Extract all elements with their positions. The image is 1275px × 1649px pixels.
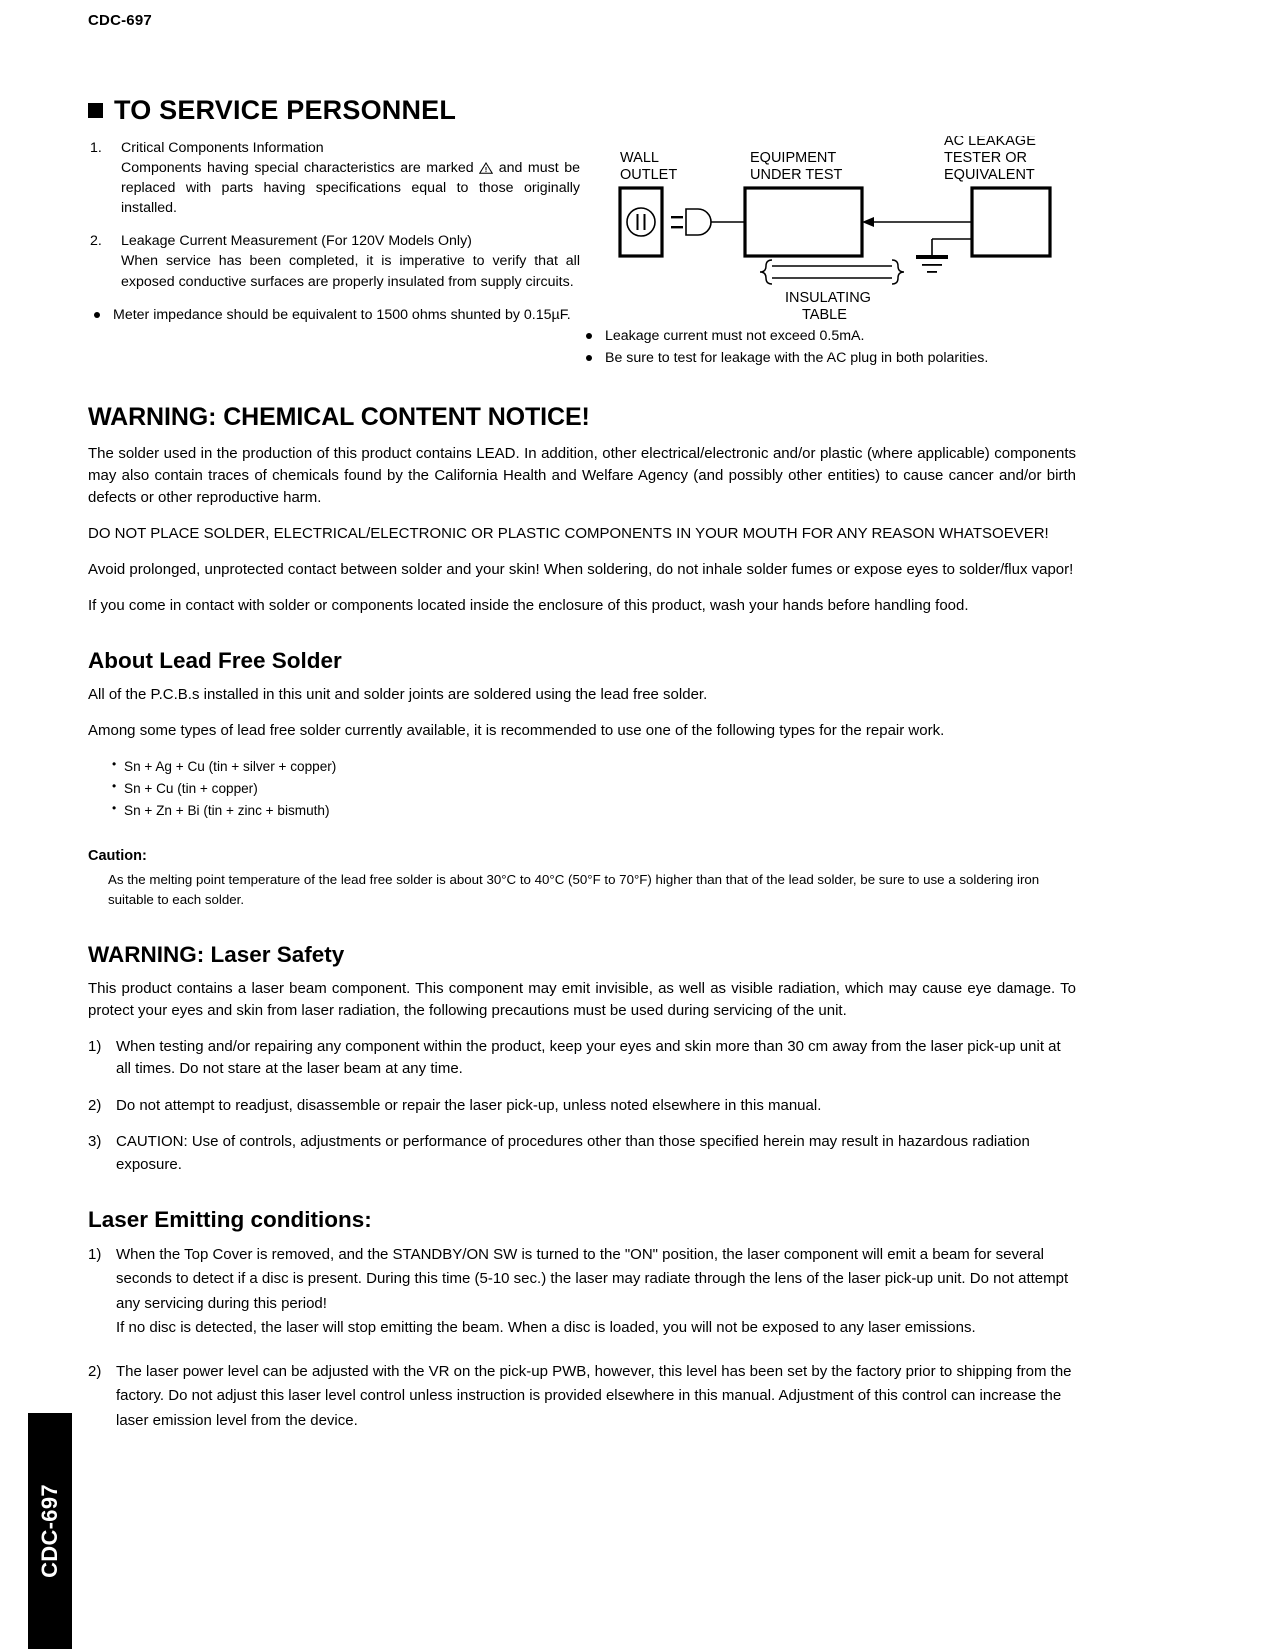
list-item bbox=[88, 1243, 1076, 1340]
item-title: Critical Components Information bbox=[121, 139, 324, 156]
list-item: • Sn + Zn + Bi (tin + zinc + bismuth) bbox=[88, 800, 1076, 822]
service-left-column bbox=[88, 136, 580, 327]
chemical-paragraph-4: If you come in contact with solder or components located inside the enclosure of this product, wash your hands before handling food. bbox=[88, 596, 969, 614]
list-number: 2) bbox=[88, 1363, 102, 1381]
service-top-block bbox=[88, 136, 1076, 370]
meter-impedance-bullets bbox=[88, 305, 580, 325]
item-text: When testing and/or repairing any component within the product, keep your eyes and skin more than 30 cm away from the laser pick-up unit at all times. Do not stare at the laser beam at any time. bbox=[116, 1037, 1061, 1078]
item-text-b: and must be replaced with parts having specifications equal to those originally installed. bbox=[121, 159, 580, 217]
diagram-label-tester-3: EQUIVALENT bbox=[944, 166, 1035, 183]
list-number: 1) bbox=[88, 1245, 102, 1263]
page-content bbox=[88, 96, 1076, 1453]
laser-safety-list bbox=[88, 1036, 1076, 1177]
plug-icon bbox=[686, 209, 711, 235]
caution-label: Caution: bbox=[88, 847, 147, 864]
list-number: 2. bbox=[90, 233, 102, 250]
critical-components-list bbox=[88, 138, 580, 292]
list-number: 3) bbox=[88, 1133, 102, 1151]
leakage-test-diagram bbox=[602, 136, 1062, 326]
diagram-label-equip-1: EQUIPMENT bbox=[750, 149, 837, 166]
diagram-label-table-2: TABLE bbox=[802, 306, 847, 323]
item-text: CAUTION: Use of controls, adjustments or performance of procedures other than those specified herein may result in hazardous radiation exposure. bbox=[116, 1133, 1030, 1173]
solder-types-list bbox=[88, 756, 1076, 822]
side-tab-model-marker bbox=[28, 1413, 72, 1649]
diagram-label-equip-2: UNDER TEST bbox=[750, 166, 843, 183]
equipment-under-test-box bbox=[745, 188, 862, 256]
laser-emitting-list bbox=[88, 1243, 1076, 1433]
ground-icon bbox=[916, 255, 948, 259]
list-item bbox=[88, 231, 580, 291]
ac-leakage-tester-box bbox=[972, 188, 1050, 256]
list-number: 2) bbox=[88, 1096, 102, 1114]
item-text: The laser power level can be adjusted with the VR on the pick-up PWB, however, this level has been set by the factory prior to shipping from the factory. Do not adjust this laser level control unless instruction is provided elsewhere in this manual. Adjustment of this control can increase the laser emission level from the device. bbox=[116, 1363, 1072, 1429]
lead-free-paragraph-1: All of the P.C.B.s installed in this unit and solder joints are soldered using the lead free solder. bbox=[88, 685, 708, 703]
chemical-paragraph-1: The solder used in the production of this product contains LEAD. In addition, other electrical/electronic and/or plastic (where applicable) components may also contain traces of chemicals found by the California Health and Welfare Agency (and possibly other entities) to cause cancer and/or birth defects or other reproductive harm. bbox=[88, 444, 1076, 506]
caution-text: As the melting point temperature of the lead free solder is about 30°C to 40°C (50°F to 70°F) higher than that of the lead solder, be sure to use a soldering iron suitable to each solder. bbox=[108, 871, 1040, 908]
laser-safety-heading: WARNING: Laser Safety bbox=[88, 941, 345, 967]
chemical-paragraph-2: DO NOT PLACE SOLDER, ELECTRICAL/ELECTRONIC OR PLASTIC COMPONENTS IN YOUR MOUTH FOR ANY REASON WHATSOEVER! bbox=[88, 524, 1049, 542]
arrow-head-icon bbox=[862, 217, 874, 227]
list-item bbox=[88, 1360, 1076, 1433]
laser-safety-intro: This product contains a laser beam component. This component may emit invisible, as well as visible radiation, which may cause eye damage. To protect your eyes and skin from laser radiation, the following precautions must be used during servicing of the unit. bbox=[88, 979, 1076, 1019]
diagram-label-table-1: INSULATING bbox=[785, 289, 871, 306]
list-item bbox=[88, 138, 580, 219]
item-text-secondary: If no disc is detected, the laser will stop emitting the beam. When a disc is loaded, you will not be exposed to any laser emissions. bbox=[116, 1318, 976, 1336]
chemical-paragraph-3: Avoid prolonged, unprotected contact between solder and your skin! When soldering, do not inhale solder fumes or expose eyes to solder/flux vapor! bbox=[88, 560, 1074, 578]
outlet-circle-icon bbox=[627, 208, 655, 236]
chemical-notice-heading: WARNING: CHEMICAL CONTENT NOTICE! bbox=[88, 403, 590, 431]
document-model-header: CDC-697 bbox=[88, 12, 152, 29]
list-item: Leakage current must not exceed 0.5mA. bbox=[580, 326, 1076, 346]
leakage-current-bullets bbox=[580, 326, 1076, 368]
diagram-label-wall-2: OUTLET bbox=[620, 166, 678, 183]
list-item bbox=[88, 1036, 1076, 1081]
item-text: When the Top Cover is removed, and the STANDBY/ON SW is turned to the "ON" position, the laser component will emit a beam for several seconds to detect if a disc is present. During this time (5-10 sec.) the laser may radiate through the lens of the laser pick-up unit. Do not attempt any servicing during this period! bbox=[116, 1245, 1069, 1312]
list-item: • Sn + Ag + Cu (tin + silver + copper) bbox=[88, 756, 1076, 778]
list-number: 1. bbox=[90, 139, 102, 156]
list-item bbox=[88, 1131, 1076, 1176]
warning-triangle-icon bbox=[479, 162, 493, 174]
list-item bbox=[88, 1095, 1076, 1118]
page-number: 2 bbox=[60, 1571, 69, 1588]
list-number: 1) bbox=[88, 1037, 102, 1055]
item-text: Do not attempt to readjust, disassemble or repair the laser pick-up, unless noted elsewhere in this manual. bbox=[116, 1096, 822, 1114]
lead-free-paragraph-2: Among some types of lead free solder currently available, it is recommended to use one of the following types for the repair work. bbox=[88, 721, 945, 739]
service-personnel-heading bbox=[88, 96, 1076, 126]
service-right-column bbox=[580, 136, 1076, 370]
service-personnel-title: TO SERVICE PERSONNEL bbox=[114, 95, 457, 125]
diagram-label-wall-1: WALL bbox=[620, 149, 659, 166]
lead-free-solder-heading: About Lead Free Solder bbox=[88, 647, 342, 673]
list-item: Be sure to test for leakage with the AC plug in both polarities. bbox=[580, 348, 1076, 368]
list-item: • Sn + Cu (tin + copper) bbox=[88, 778, 1076, 800]
diagram-label-tester-1: AC LEAKAGE bbox=[944, 135, 1036, 149]
side-tab-label: CDC-697 bbox=[37, 1484, 62, 1578]
diagram-label-tester-2: TESTER OR bbox=[944, 149, 1027, 166]
list-item: Meter impedance should be equivalent to 1500 ohms shunted by 0.15µF. bbox=[88, 305, 580, 325]
square-bullet-icon bbox=[88, 103, 103, 118]
leakage-test-diagram-svg bbox=[602, 136, 1062, 326]
laser-emitting-heading: Laser Emitting conditions: bbox=[88, 1207, 372, 1233]
item-title: Leakage Current Measurement (For 120V Models Only) bbox=[121, 233, 472, 250]
item-text-a: When service has been completed, it is imperative to verify that all exposed conductive surfaces are properly insulated from supply circuits. bbox=[121, 253, 580, 290]
item-text-a: Components having special characteristics are marked bbox=[121, 159, 474, 176]
